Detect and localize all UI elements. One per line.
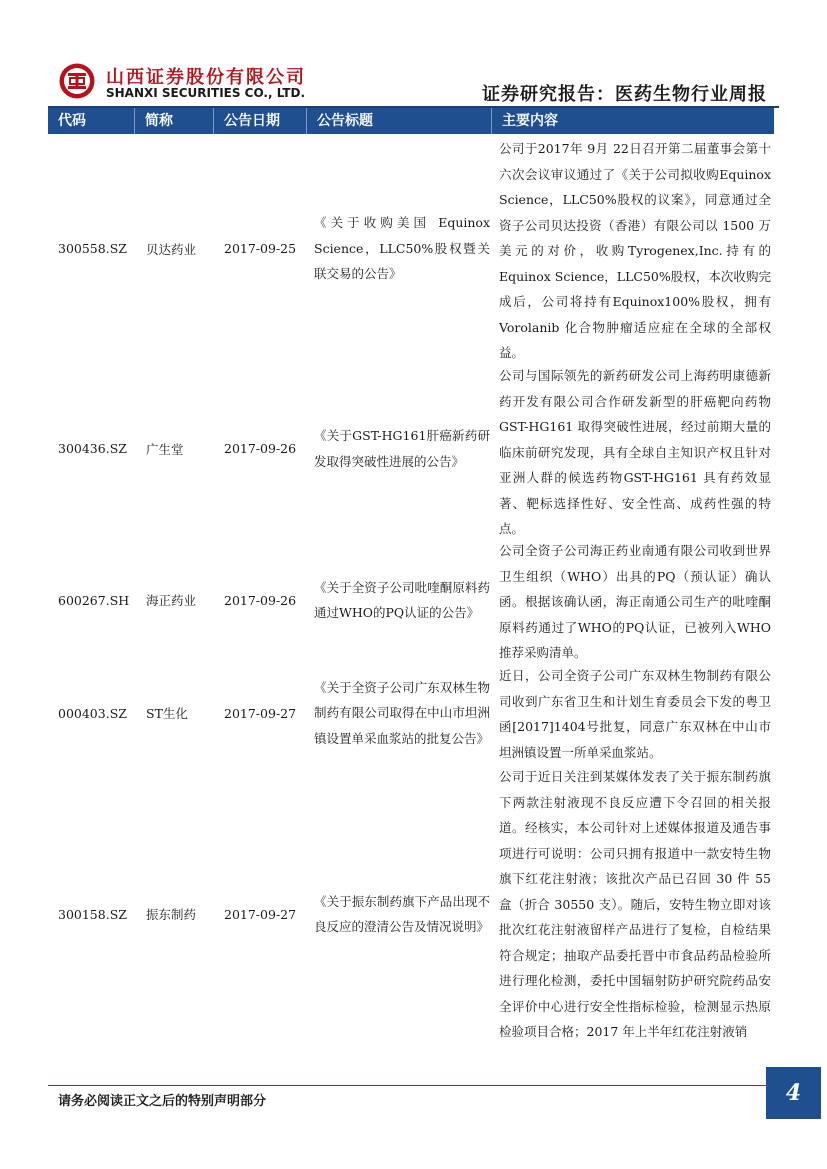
stock-short-name: 广生堂 bbox=[146, 441, 184, 457]
report-title: 证券研究报告：医药生物行业周报 bbox=[482, 84, 767, 105]
announcement-content: 公司于2017年 9月 22日召开第二届董事会第十六次会议审议通过了《关于公司拟收购Equinox Science，LLC50%股权的议案》，同意通过全资子公司贝达投资（香港）有限公司以 1500 万美元的对价，收购Tyrogenex,Inc.持有的 Equinox Science，LLC50%股权，本次收购完成后，公司将持有Equinox100%股权，拥有 Vorolanib 化合物肿瘤适应症在全球的全部权益。 bbox=[499, 141, 771, 360]
announcement-title: 《关于全资子公司广东双林生物制药有限公司取得在中山市坦洲镇设置单采血浆站的批复公告》 bbox=[314, 679, 490, 746]
column-header-short: 简称 bbox=[145, 113, 173, 129]
table-row bbox=[48, 663, 774, 763]
table-row bbox=[48, 538, 774, 662]
announcement-date: 2017-09-27 bbox=[224, 705, 297, 721]
stock-code: 000403.SZ bbox=[58, 705, 127, 721]
announcement-date: 2017-09-26 bbox=[224, 441, 297, 456]
stock-code: 300158.SZ bbox=[58, 906, 127, 922]
column-header-content: 主要内容 bbox=[502, 113, 558, 129]
announcement-content: 公司全资子公司海正药业南通有限公司收到世界卫生组织（WHO）出具的PQ（预认证）确认函。根据该确认函，海正南通公司生产的吡喹酮原料药通过了WHO的PQ认证，已被列入WHO推荐采购清单。 bbox=[499, 543, 771, 660]
table-row bbox=[48, 764, 774, 1064]
column-header-code: 代码 bbox=[58, 113, 86, 129]
company-name-cn: 山西证券股份有限公司 bbox=[106, 67, 306, 88]
table-header bbox=[48, 108, 774, 134]
announcement-content: 公司于近日关注到某媒体发表了关于振东制药旗下两款注射液现不良反应遭下令召回的相关报道。经核实，本公司针对上述媒体报道及通告事项进行可说明：公司只拥有报道中一款安特生物旗下红花注射液；该批次产品已召回 30 件 55 盒（折合 30550 支）。随后，安特生物立即对该批次红花注射液留样产品进行了复检，自检结果符合规定；抽取产品委托晋中市食品药品检验所进行理化检测，委托中国辐射防护研究院药品安全评价中心进行安全性指标检验，检测显示热原检验项目合格；2017 年上半年红花注射液销 bbox=[499, 769, 771, 1039]
table-row bbox=[48, 363, 774, 534]
column-header-title: 公告标题 bbox=[317, 113, 373, 129]
table-row bbox=[48, 136, 774, 361]
stock-code: 600267.SH bbox=[58, 592, 130, 608]
stock-code: 300558.SZ bbox=[58, 241, 127, 256]
stock-short-name: 贝达药业 bbox=[146, 241, 197, 257]
announcement-title: 《关于GST-HG161肝癌新药研发取得突破性进展的公告》 bbox=[314, 428, 490, 469]
announcement-title: 《关于振东制药旗下产品出现不良反应的澄清公告及情况说明》 bbox=[314, 893, 490, 934]
footer-disclaimer: 请务必阅读正文之后的特别声明部分 bbox=[58, 1094, 267, 1109]
page-number: 4 bbox=[785, 1080, 802, 1106]
announcement-title: 《关于收购美国 Equinox Science，LLC50%股权暨关联交易的公告》 bbox=[314, 215, 490, 282]
stock-code: 300436.SZ bbox=[58, 441, 127, 456]
announcement-title: 《关于全资子公司吡喹酮原料药通过WHO的PQ认证的公告》 bbox=[314, 579, 490, 620]
stock-short-name: ST生化 bbox=[146, 706, 188, 721]
footer-divider bbox=[48, 1085, 766, 1086]
sxzq-logo-icon bbox=[58, 62, 96, 100]
announcement-content: 近日，公司全资子公司广东双林生物制药有限公司收到广东省卫生和计划生育委员会下发的粤卫函[2017]1404号批复，同意广东双林在中山市坦洲镇设置一所单采血浆站。 bbox=[499, 668, 771, 760]
page-header bbox=[0, 0, 827, 110]
stock-short-name: 振东制药 bbox=[146, 907, 197, 922]
column-header-date: 公告日期 bbox=[224, 113, 280, 129]
announcement-content: 公司与国际领先的新药研发公司上海药明康德新药开发有限公司合作研发新型的肝癌靶向药物 GST-HG161 取得突破性进展，经过前期大量的临床前研究发现，具有全球自主知识产权且针对亚洲人群的候选药物GST-HG161 具有药效显著、靶标选择性好、安全性高、成药性强的特点。 bbox=[499, 368, 771, 536]
company-name-en: SHANXI SECURITIES CO., LTD. bbox=[106, 86, 306, 100]
announcement-date: 2017-09-27 bbox=[224, 906, 297, 922]
announcement-date: 2017-09-26 bbox=[224, 592, 297, 608]
stock-short-name: 海正药业 bbox=[146, 593, 197, 608]
announcement-date: 2017-09-25 bbox=[224, 241, 297, 256]
